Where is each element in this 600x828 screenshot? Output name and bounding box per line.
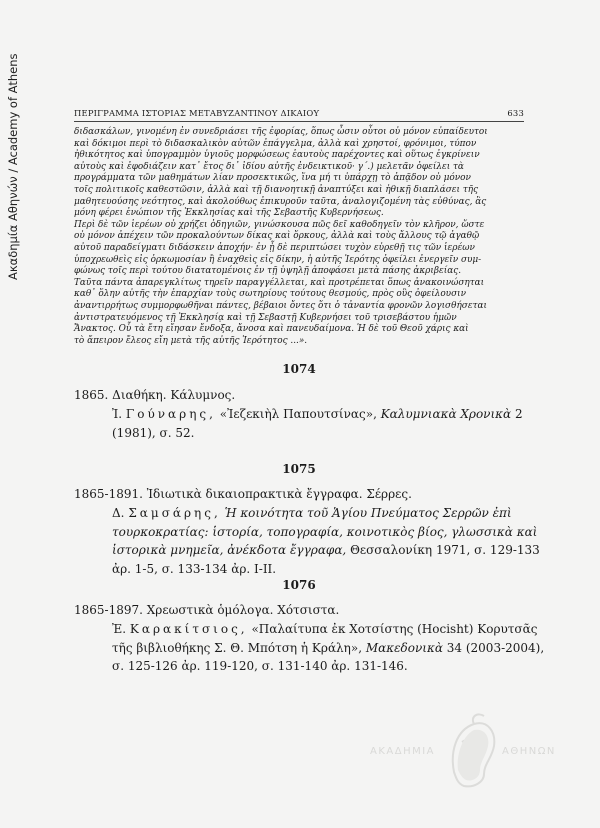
reference-line: ἀρ. 1-5, σ. 133-134 ἀρ. Ι-ΙΙ. bbox=[112, 561, 277, 576]
body-line: διδασκάλων, γινομένη ἐν συνεδριάσει τῆς ἐφορίας, ὅπως ὦσιν οὗτοι οὐ μόνον εὐπαίδευτοι bbox=[74, 127, 488, 137]
journal-name: Καλυμνιακὰ Χρονικὰ bbox=[380, 407, 512, 421]
page-number: 633 bbox=[507, 108, 524, 118]
entry-number: 1076 bbox=[282, 578, 316, 592]
reference-line bbox=[112, 620, 538, 639]
body-line: Ἄνακτος. Οὗ τὰ ἔτη εἴησαν ἔνδοξα, ἄνοσα καὶ πανευδαίμονα. Ἡ δὲ τοῦ Θεοῦ χάρις καὶ bbox=[74, 324, 469, 335]
entry-heading: 1865. Διαθήκη. Κάλυμνος. bbox=[74, 388, 236, 402]
body-line: οὐ μόνον ἀπέχειν τῶν προκαλούντων δίκας καὶ ὅρκους, ἀλλὰ καὶ τοὺς ἄλλους τῷ ἀγαθῷ bbox=[74, 231, 480, 242]
reference-line: τουρκοκρατίας: ἱστορία, τοπογραφία, κοινοτικὸς βίος, γλωσσικὰ καὶ bbox=[112, 524, 538, 539]
athena-head-icon bbox=[444, 712, 500, 792]
article-title: «Παλαίτυπα ἐκ Χοτσίστης (Hocisht) Κορυτσᾶς bbox=[247, 622, 538, 636]
entry-number: 1074 bbox=[282, 362, 316, 376]
header-rule bbox=[74, 121, 524, 122]
journal-name: Μακεδονικὰ bbox=[365, 640, 443, 655]
side-stamp bbox=[6, 40, 22, 280]
body-line: μαθητευούσης νεότητος, καὶ ἀκολούθως ἐπικυροῦν ταῦτα, ἀναλογιζομένη τὰς εὐθύνας, ἃς bbox=[74, 196, 487, 207]
author-initial: Δ. bbox=[112, 506, 125, 520]
article-title-end: τῆς βιβλιοθήκης Σ. Θ. Μπότση ἡ Κράλη», bbox=[112, 640, 366, 655]
entry-number: 1075 bbox=[282, 462, 316, 476]
entry-reference bbox=[112, 620, 545, 676]
body-line: τὸ ἄπειρον ἔλεος εἴη μετὰ τῆς αὐτῆς Ἱερότητος ...». bbox=[74, 335, 308, 346]
article-title: «Ἰεζεκιὴλ Παπουτσίνας», bbox=[215, 407, 381, 421]
author-initial: Ἰ. bbox=[112, 407, 123, 421]
author-name: Γούναρης, bbox=[125, 407, 216, 421]
author-name: Σαμσάρης, bbox=[128, 506, 221, 520]
watermark-text-left: ΑΚΑΔΗΜΙΑ bbox=[370, 746, 436, 757]
entry-heading: 1865-1897. Χρεωστικὰ ὁμόλογα. Χότσιστα. bbox=[74, 603, 340, 617]
reference-line bbox=[112, 405, 532, 424]
author-initial: Ἐ. bbox=[112, 622, 127, 636]
body-line: Περὶ δὲ τῶν ἱερέων οὐ χρήζει ὁδηγιῶν, γινώσκουσα πῶς δεῖ καθοδηγεῖν τὸν κλῆρον, ὥστε bbox=[74, 219, 485, 230]
reference-line: (1981), σ. 52. bbox=[112, 425, 195, 440]
academy-watermark bbox=[370, 708, 580, 798]
reference-line bbox=[112, 541, 540, 560]
volume: 2 bbox=[511, 407, 523, 421]
entry-reference bbox=[112, 504, 540, 578]
running-head-title: ΠΕΡΙΓΡΑΜΜΑ ΙΣΤΟΡΙΑΣ ΜΕΤΑΒΥΖΑΝΤΙΝΟΥ ΔΙΚΑΙΟΥ bbox=[74, 108, 320, 118]
body-line: ἀντιστρατευόμενος τῇ Ἐκκλησίᾳ καὶ τῇ Σεβαστῇ Κυβερνήσει τοῦ τρισεβάστου ἡμῶν bbox=[74, 312, 457, 323]
body-line: προγράμματα τῶν μαθημάτων λίαν προσεκτικῶς, ἵνα μή τι ὑπάρχῃ τὸ ἀπᾷδον οὐ μόνον bbox=[74, 173, 471, 184]
body-line: φώνως τοῖς περὶ τούτου διατατομένοις ἐν τῇ ὑψηλῇ ἀποφάσει μετὰ πάσης ἀκριβείας. bbox=[74, 266, 462, 277]
publication-info: Θεσσαλονίκη 1971, σ. 129-133 bbox=[346, 543, 540, 557]
reference-line bbox=[112, 639, 545, 658]
document-body bbox=[74, 127, 526, 347]
book-title-end: ἱστορικὰ μνημεῖα, ἀνέκδοτα ἔγγραφα, bbox=[112, 543, 347, 557]
watermark-text-right: ΑΘΗΝΩΝ bbox=[502, 746, 556, 757]
body-line: καὶ δόκιμοι περὶ τὸ διδασκαλικὸν αὐτῶν ἐπάγγελμα, ἀλλὰ καὶ χρηστοί, φρόνιμοι, τύπον bbox=[74, 138, 477, 149]
body-line: αὐτοὺς καὶ ἐφοδιάζειν κατ᾿ ἔτος δι᾿ ἰδίου αὐτῆς ἐνδεικτικοῦ· γ΄.) μελετᾶν ὀφείλει τὰ bbox=[74, 161, 464, 172]
body-line: τοῖς πολιτικοῖς καθεστῶσιν, ἀλλὰ καὶ τῇ διανοητικῇ ἀναπτύξει καὶ ἠθικῇ διαπλάσει τῆς bbox=[74, 184, 479, 195]
body-line: αὐτοῦ παραδείγματι διδάσκειν ἀποχήν· ἐν ᾗ δὲ περιπτώσει τυχὸν εὑρεθῇ τις τῶν ἱερέων bbox=[74, 242, 475, 253]
body-line: ἠθικότητος καὶ ὑπογραμμὸν ὑγιοῦς μορφώσεως ἑαυτοὺς παρέχοντες καὶ οὕτως ἐγκρίνειν bbox=[74, 150, 480, 161]
book-title: Ἡ κοινότητα τοῦ Ἁγίου Πνεύματος Σερρῶν ἐπὶ bbox=[220, 506, 512, 520]
entry-reference bbox=[112, 405, 532, 442]
body-line: ἀναντιρρήτως συμμορφωθῆναι πάντες, βέβαιοι ὄντες ὅτι ὁ τἀναντία φρονῶν λογισθήσεται bbox=[74, 300, 487, 311]
body-line: μόνη φέρει ἐνώπιον τῆς Ἐκκλησίας καὶ τῆς Σεβαστῆς Κυβερνήσεως. bbox=[74, 208, 384, 219]
reference-line: σ. 125-126 ἀρ. 119-120, σ. 131-140 ἀρ. 131-146. bbox=[112, 659, 408, 673]
reference-line bbox=[112, 504, 532, 523]
body-line: ὑποχρεωθεὶς εἰς ὁρκωμοσίαν ἢ ἐναχθεὶς εἰς δίκην, ἡ αὐτῆς Ἱερότης ὀφείλει ἐνεργεῖν συμ- bbox=[74, 254, 482, 265]
author-name: Καρακίτσιος, bbox=[129, 622, 248, 636]
body-line: καθ᾿ ὅλην αὐτῆς τὴν ἐπαρχίαν τοὺς σωτηρίους τούτους θεσμούς, πρὸς οὓς ὀφείλουσιν bbox=[74, 289, 467, 300]
entry-heading: 1865-1891. Ἰδιωτικὰ δικαιοπρακτικὰ ἔγγραφα. Σέρρες. bbox=[74, 487, 412, 501]
body-line: Ταῦτα πάντα ἀπαρεγκλίτως τηρεῖν παραγγέλλεται, καὶ προτρέπεται ὅπως ἀνακοινώσηται bbox=[74, 277, 485, 288]
side-stamp-text: Ακαδημία Αθηνών / Academy of Athens bbox=[6, 53, 20, 280]
volume: 34 (2003-2004), bbox=[442, 640, 545, 655]
